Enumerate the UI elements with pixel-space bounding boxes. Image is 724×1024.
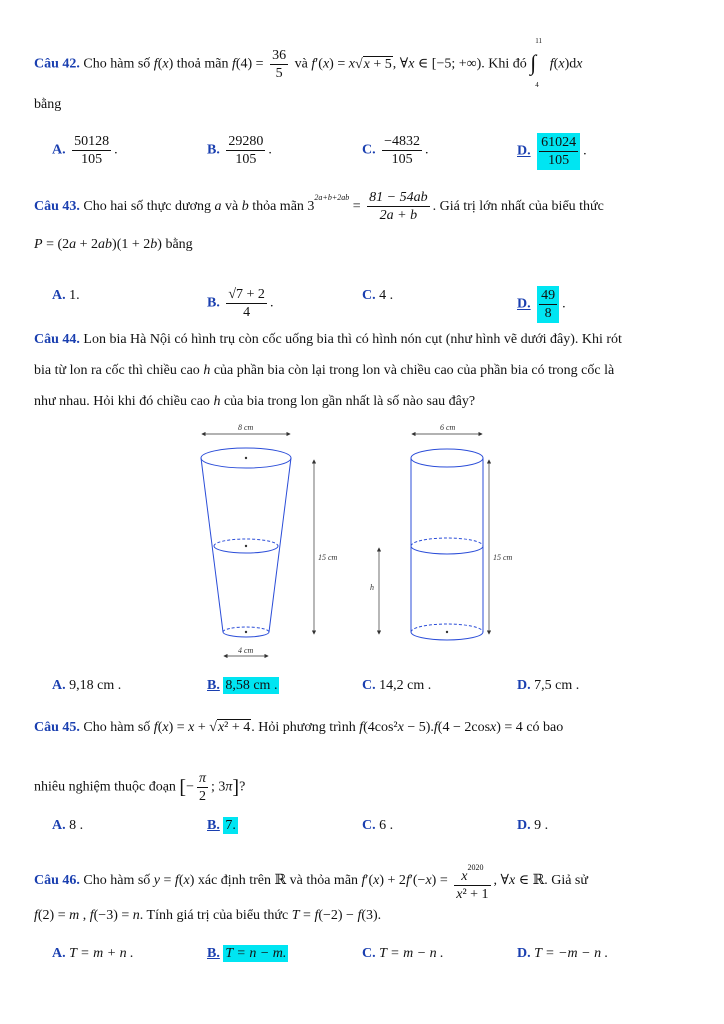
can-height-label: 15 cm [493, 553, 513, 562]
q46-answer-highlight: T = n − m. [225, 946, 287, 961]
can-h-label: h [370, 583, 374, 592]
q46-option-c[interactable]: C. T = m − n . [362, 946, 444, 961]
q44-option-c[interactable]: C. 14,2 cm . [362, 678, 432, 693]
q45-label: Câu 45. [34, 720, 80, 735]
q42-answer-highlight: $\frac{61024}{105}$ [537, 133, 580, 170]
q42-option-c[interactable]: C. $\frac{-4832}{105}$ . [362, 134, 429, 167]
q46-statement: Câu 46. Cho hàm số y = f(x) xác định trên ℝ và thỏa mãn f′(x) + 2f′(−x) = $\frac{x^{2020}}{\text{x² + 1}}$ , ∀x ∈ ℝ. Giả sử [34, 859, 664, 903]
q46-label: Câu 46. [34, 873, 80, 889]
q45-option-d[interactable]: D. 9 . [517, 818, 549, 833]
q46-option-b[interactable]: B. T = n − m. [207, 946, 287, 961]
q44-statement-3: như nhau. Hỏi khi đó chiều cao h của bia trong lon gần nhất là số nào sau đây? [34, 394, 476, 409]
can-top-label: 6 cm [440, 423, 456, 432]
q43-label: Câu 43. [34, 199, 80, 214]
q42-f4-fraction: $\frac{36}{5}$ [272, 48, 287, 81]
q43-statement: Câu 43. Cho hai số thực dương a và b thỏa mãn $3^{2a+b+2ab}$ = $\frac{81 - 54ab}{2a + b}$ . Giá trị lớn nhất của biểu thức [34, 190, 604, 224]
cup-height-label: 15 cm [318, 553, 338, 562]
q43-statement-2: P = (2a + 2ab)(1 + 2b) bằng [34, 237, 193, 252]
q44-option-b[interactable]: B. 8,58 cm . [207, 678, 278, 693]
q42-text-1: Cho hàm số [83, 56, 151, 72]
q45-option-c[interactable]: C. 6 . [362, 818, 394, 833]
q42-option-d[interactable]: D. $\frac{61024}{105}$ . [517, 135, 587, 168]
q42-label: Câu 42. [34, 56, 80, 72]
q45-statement-2: nhiêu nghiệm thuộc đoạn [− $\frac{\pi}{2}$ ; 3π]? [34, 771, 246, 804]
q43-option-b[interactable]: B. $\frac{√7 + 2}{4}$ . [207, 287, 274, 320]
q44-option-d[interactable]: D. 7,5 cm . [517, 678, 580, 693]
q42-statement-end: bằng [34, 97, 62, 112]
q44-option-a[interactable]: A. 9,18 cm . [52, 678, 122, 693]
q42-integral: 11 ∫ 4 [530, 36, 543, 89]
q42-text-4: . Khi đó [481, 56, 527, 72]
q44-label: Câu 44. [34, 332, 80, 347]
q44-statement-1: Câu 44. Lon bia Hà Nội có hình trụ còn cốc uống bia thì có hình nón cụt (như hình vẽ dưới đây). Khi rót [34, 332, 622, 347]
can-cylinder [411, 449, 483, 640]
q45-option-b[interactable]: B. 7. [207, 818, 236, 833]
q44-answer-highlight: 8,58 cm . [225, 678, 278, 693]
q45-answer-highlight: 7. [225, 818, 236, 833]
q42-option-a[interactable]: A. $\frac{50128}{105}$ . [52, 134, 118, 167]
q42-text-2: thoả mãn [176, 56, 229, 72]
q44-statement-2: bia từ lon ra cốc thì chiều cao h của phần bia còn lại trong lon và chiều cao của phần bia có trong cốc là [34, 363, 615, 378]
q43-option-c[interactable]: C. 4 . [362, 288, 394, 303]
q42-statement: Câu 42. Cho hàm số f(x) thoả mãn f(4) = $\frac{36}{5}$ và f′(x) = x√x + 5, ∀x ∈ [−5; +∞). Khi đó 11 ∫ 4 f(x)dx [34, 36, 583, 89]
q43-option-d[interactable]: D. $\frac{49}{8}$ . [517, 288, 566, 321]
cup-bottom-label: 4 cm [238, 646, 254, 655]
q43-answer-highlight: $\frac{49}{8}$ [537, 286, 559, 323]
cup-top-label: 8 cm [238, 423, 254, 432]
q46-option-a[interactable]: A. T = m + n . [52, 946, 134, 961]
q44-figure [0, 420, 724, 660]
q45-option-a[interactable]: A. 8 . [52, 818, 84, 833]
q46-option-d[interactable]: D. T = −m − n . [517, 946, 609, 961]
q42-option-b[interactable]: B. $\frac{29280}{105}$ . [207, 134, 272, 167]
q45-statement: Câu 45. Cho hàm số f(x) = x + √x² + 4. Hỏi phương trình f(4cos²x − 5).f(4 − 2cosx) = 4 có bao [34, 720, 564, 735]
q42-text-3: và [294, 56, 308, 72]
q46-statement-2: f(2) = m , f(−3) = n. Tính giá trị của biểu thức T = f(−2) − f(3). [34, 908, 382, 923]
q43-option-a[interactable]: A. 1. [52, 288, 80, 303]
cup-frustum [201, 448, 291, 637]
